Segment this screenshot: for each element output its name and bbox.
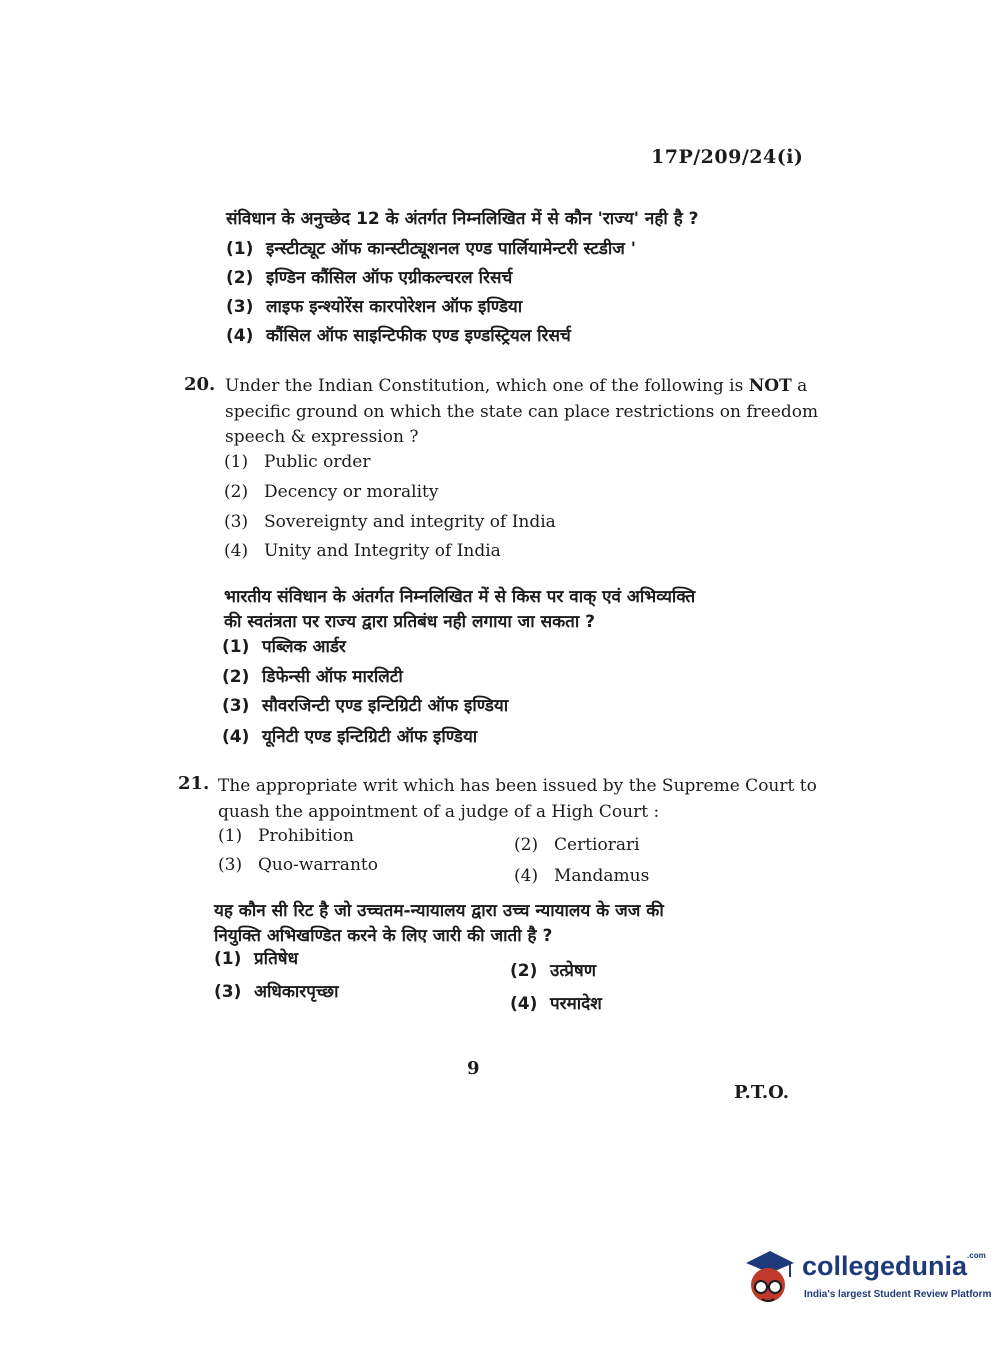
option-text: कौंसिल ऑफ साइन्टिफीक एण्ड इण्डस्ट्रियल रिसर्च bbox=[266, 326, 571, 346]
q20-stem-line-2: specific ground on which the state can place restrictions on freedom bbox=[225, 402, 819, 422]
q19-hindi-stem: संविधान के अनुच्छेद 12 के अंतर्गत निम्नलिखित में से कौन 'राज्य' नही है ? bbox=[226, 209, 699, 229]
collegedunia-logo bbox=[740, 1247, 992, 1311]
option-number: (3) bbox=[214, 982, 242, 1002]
brand-text: collegedunia bbox=[802, 1251, 968, 1281]
q20-hindi-stem-line-1: भारतीय संविधान के अंतर्गत निम्नलिखित में से किस पर वाक् एवं अभिव्यक्ति bbox=[224, 587, 696, 607]
option-number: (2) bbox=[510, 961, 538, 981]
stem-emphasis: NOT bbox=[748, 376, 792, 396]
q20-option-1 bbox=[224, 452, 371, 472]
option-number: (1) bbox=[222, 637, 250, 657]
q20-hindi-option-4 bbox=[222, 724, 477, 747]
option-text: यूनिटी एण्ड इन्टिग्रिटी ऑफ इण्डिया bbox=[262, 727, 478, 747]
option-number: (4) bbox=[224, 541, 249, 561]
option-text: अधिकारपृच्छा bbox=[254, 982, 339, 1002]
q20-number: 20. bbox=[184, 374, 216, 395]
option-text: Public order bbox=[264, 452, 371, 472]
option-number: (2) bbox=[226, 268, 254, 288]
option-text: पब्लिक आर्डर bbox=[262, 637, 346, 657]
option-number: (1) bbox=[226, 239, 254, 259]
stem-text: Under the Indian Constitution, which one of the following is bbox=[225, 376, 749, 396]
option-number: (4) bbox=[222, 727, 250, 747]
q21-number: 21. bbox=[178, 773, 210, 794]
option-number: (2) bbox=[514, 835, 539, 855]
option-number: (3) bbox=[222, 696, 250, 716]
q21-hindi-option-1 bbox=[214, 946, 298, 969]
option-number: (1) bbox=[214, 949, 242, 969]
option-text: Prohibition bbox=[258, 826, 354, 846]
q20-option-3 bbox=[224, 512, 556, 532]
q21-hindi-option-3 bbox=[214, 979, 339, 1002]
option-text: Certiorari bbox=[554, 835, 640, 855]
option-text: प्रतिषेध bbox=[254, 949, 299, 969]
pto-marker: P.T.O. bbox=[734, 1082, 790, 1103]
option-text: Mandamus bbox=[554, 866, 650, 886]
option-text: सौवरजिन्टी एण्ड इन्टिग्रिटी ऑफ इण्डिया bbox=[262, 696, 509, 716]
option-number: (4) bbox=[510, 994, 538, 1014]
option-number: (1) bbox=[224, 452, 249, 472]
brand-suffix: .com bbox=[967, 1251, 986, 1260]
q20-stem-line-3: speech & expression ? bbox=[225, 427, 419, 447]
q21-hindi-stem-line-2: नियुक्ति अभिखण्डित करने के लिए जारी की जाती है ? bbox=[214, 926, 553, 946]
q20-hindi-stem-line-2: की स्वतंत्रता पर राज्य द्वारा प्रतिबंध नही लगाया जा सकता ? bbox=[224, 612, 596, 632]
q21-hindi-option-2 bbox=[510, 958, 596, 981]
q20-option-4 bbox=[224, 541, 501, 561]
q21-hindi-stem-line-1: यह कौन सी रिट है जो उच्चतम-न्यायालय द्वारा उच्च न्यायालय के जज की bbox=[214, 901, 664, 921]
option-number: (3) bbox=[224, 512, 249, 532]
mascot-icon bbox=[740, 1247, 798, 1307]
stem-text: a bbox=[791, 376, 808, 396]
q19-hindi-option-3 bbox=[226, 294, 522, 317]
option-number: (1) bbox=[218, 826, 243, 846]
option-text: इन्स्टीट्यूट ऑफ कान्स्टीट्यूशनल एण्ड पार्लियामेन्टरी स्टडीज ' bbox=[266, 239, 637, 259]
q21-option-2 bbox=[514, 835, 640, 855]
option-text: डिफेन्सी ऑफ मारलिटी bbox=[262, 667, 403, 687]
q20-hindi-option-1 bbox=[222, 634, 346, 657]
q21-option-3 bbox=[218, 855, 378, 875]
option-text: परमादेश bbox=[550, 994, 602, 1014]
option-text: उत्प्रेषण bbox=[550, 961, 597, 981]
q21-option-4 bbox=[514, 866, 649, 886]
option-number: (2) bbox=[222, 667, 250, 687]
option-number: (4) bbox=[226, 326, 254, 346]
option-number: (4) bbox=[514, 866, 539, 886]
option-number: (3) bbox=[226, 297, 254, 317]
brand-name bbox=[802, 1251, 986, 1282]
paper-code: 17P/209/24(i) bbox=[651, 146, 804, 168]
option-text: Sovereignty and integrity of India bbox=[264, 512, 556, 532]
option-text: Decency or morality bbox=[264, 482, 439, 502]
option-text: लाइफ इन्श्योरेंस कारपोरेशन ऑफ इण्डिया bbox=[266, 297, 523, 317]
q20-stem-line-1 bbox=[225, 374, 807, 399]
q19-hindi-option-2 bbox=[226, 265, 512, 288]
q21-hindi-option-4 bbox=[510, 991, 602, 1014]
brand-tagline: India's largest Student Review Platform bbox=[804, 1289, 992, 1300]
q19-hindi-option-1 bbox=[226, 236, 636, 259]
option-number: (3) bbox=[218, 855, 243, 875]
q21-option-1 bbox=[218, 826, 354, 846]
option-text: Unity and Integrity of India bbox=[264, 541, 501, 561]
q20-hindi-option-3 bbox=[222, 693, 508, 716]
option-number: (2) bbox=[224, 482, 249, 502]
option-text: इण्डिन कौंसिल ऑफ एग्रीकल्चरल रिसर्च bbox=[266, 268, 513, 288]
q21-stem-line-1: The appropriate writ which has been issued by the Supreme Court to bbox=[218, 776, 817, 796]
q20-option-2 bbox=[224, 482, 438, 502]
option-text: Quo-warranto bbox=[258, 855, 378, 875]
q19-hindi-option-4 bbox=[226, 323, 571, 346]
q21-stem-line-2: quash the appointment of a judge of a High Court : bbox=[218, 802, 660, 822]
page-number: 9 bbox=[467, 1058, 480, 1079]
q20-hindi-option-2 bbox=[222, 664, 403, 687]
